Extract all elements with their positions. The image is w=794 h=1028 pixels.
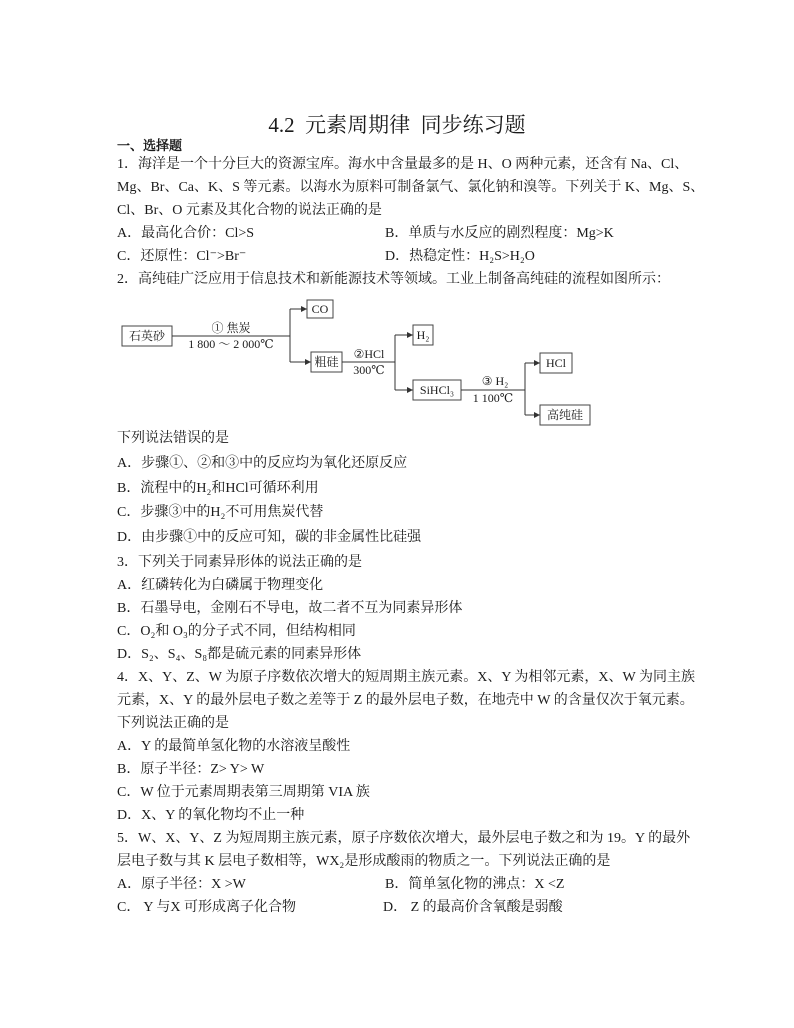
option-d: D．S₂、S₄、S₈都是硫元素的同素异形体: [117, 646, 362, 662]
option-b: B．流程中的H₂和HCl可循环利用: [117, 480, 319, 496]
option-a: A．步骤①、②和③中的反应均为氧化还原反应: [117, 455, 408, 471]
flow-label-step3-condition: 1 100℃: [472, 391, 514, 405]
question-4: [117, 666, 737, 827]
question-stem-line: Cl、Br、O 元素及其化合物的说法正确的是: [117, 203, 382, 218]
question-stem-line: 下列说法正确的是: [117, 715, 229, 731]
silicon-process-flow-diagram: [117, 291, 737, 427]
option-c: C．还原性：Cl⁻>Br⁻: [117, 249, 247, 264]
flow-label-byproduct-3: HCl: [545, 356, 567, 370]
option-d: D． Z 的最高价含氧酸是弱酸: [383, 899, 563, 915]
question-stem-line: 层电子数与其 K 层电子数相等，WX₂是形成酸雨的物质之一。下列说法正确的是: [117, 853, 611, 869]
question-1: [117, 153, 737, 268]
option-c: C．O₂和 O₃的分子式不同，但结构相同: [117, 623, 356, 639]
question-list: [117, 153, 737, 919]
question-stem-line: 1．海洋是一个十分巨大的资源宝库。海水中含量最多的是 H、O 两种元素，还含有 Na、Cl、: [117, 157, 689, 172]
option-a: A．原子半径：X >W: [117, 876, 246, 892]
option-b: B．单质与水反应的剧烈程度：Mg>K: [385, 226, 614, 241]
option-d: D．X、Y 的氧化物均不止一种: [117, 807, 305, 823]
question-stem-line: 元素，X、Y 的最外层电子数之差等于 Z 的最外层电子数，在地壳中 W 的含量仅次于氧元素。: [117, 692, 694, 708]
flow-label-product-1: 粗硅: [314, 355, 339, 369]
option-a: A．红磷转化为白磷属于物理变化: [117, 577, 324, 593]
flow-label-step1-condition: 1 800 ～ 2 000℃: [188, 337, 274, 351]
option-c: C．W 位于元素周期表第三周期第 VIA 族: [117, 784, 370, 800]
option-row: [117, 245, 737, 268]
question-5: [117, 827, 737, 919]
flow-label-step2-reagent: ②HCl: [353, 347, 385, 361]
option-a: A．Y 的最简单氢化物的水溶液呈酸性: [117, 738, 351, 754]
flow-label-start: 石英砂: [128, 329, 166, 343]
option-d: D．由步骤①中的反应可知，碳的非金属性比硅强: [117, 530, 422, 545]
flow-label-step2-condition: 300℃: [353, 363, 385, 377]
flow-label-byproduct-1: CO: [311, 302, 329, 316]
question-stem-line: Mg、Br、Ca、K、S 等元素。以海水为原料可制备氯气、氯化钠和溴等。下列关于 K、Mg、S、: [117, 180, 705, 195]
option-b: B．原子半径：Z> Y> W: [117, 761, 265, 777]
flow-label-step3-reagent: ③ H₂: [481, 374, 509, 388]
flow-label-step1-reagent: ① 焦炭: [211, 321, 251, 335]
option-b: B．石墨导电，金刚石不导电，故二者不互为同素异形体: [117, 600, 463, 616]
flow-label-byproduct-2: H₂: [416, 328, 430, 342]
page-title: 4.2 元素周期律 同步练习题: [268, 113, 526, 137]
question-stem-line: 2．高纯硅广泛应用于信息技术和新能源技术等领域。工业上制备高纯硅的流程如图所示：: [117, 272, 670, 287]
option-row: [117, 222, 737, 245]
option-c: C． Y 与X 可形成离子化合物: [117, 899, 297, 915]
option-c: C．步骤③中的H₂不可用焦炭代替: [117, 505, 324, 521]
flow-diagram-svg: [117, 291, 597, 427]
flow-label-product-2: SiHCl₃: [419, 383, 455, 397]
option-d: D．热稳定性：H₂S>H₂O: [385, 249, 535, 264]
option-row: [117, 873, 737, 896]
question-prompt: 下列说法错误的是: [117, 431, 229, 446]
flow-label-product-3: 高纯硅: [546, 408, 584, 422]
question-3: [117, 551, 737, 666]
question-stem-line: 4．X、Y、Z、W 为原子序数依次增大的短周期主族元素。X、Y 为相邻元素，X、W 为同主族: [117, 669, 696, 685]
question-stem-line: 3．下列关于同素异形体的说法正确的是: [117, 554, 362, 570]
question-2-options: [117, 427, 737, 551]
option-b: B．简单氢化物的沸点：X <Z: [385, 876, 565, 892]
option-row: [117, 896, 737, 919]
question-2: [117, 268, 737, 551]
question-stem-line: 5．W、X、Y、Z 为短周期主族元素，原子序数依次增大，最外层电子数之和为 19。Y 的最外: [117, 830, 691, 846]
option-a: A．最高化合价：Cl>S: [117, 226, 255, 241]
section-heading: 一、选择题: [117, 138, 183, 153]
